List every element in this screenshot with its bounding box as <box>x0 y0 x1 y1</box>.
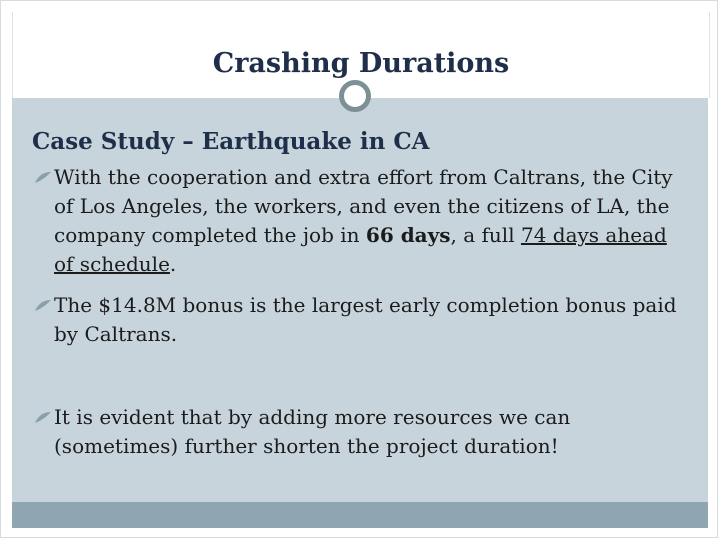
bullet-item <box>32 291 692 349</box>
bullet-text: With the cooperation and extra effort from Caltrans, the City of Los Angeles, the workers, and even the citizens of LA, the company completed the job in <box>54 165 673 247</box>
bullet-item <box>32 163 692 279</box>
bullet-text: . <box>169 252 177 276</box>
bullet-text: , a full <box>450 223 521 247</box>
slide-content <box>32 128 692 461</box>
ring-icon <box>339 80 371 112</box>
bullet-text: It is evident that by adding more resources we can (sometimes) further shorten the project duration! <box>54 405 571 458</box>
bottom-bar <box>12 502 708 528</box>
slide-title: Crashing Durations <box>212 48 510 79</box>
bullet-item <box>32 403 692 461</box>
bullet-emphasis: 66 days <box>365 223 451 247</box>
case-study-heading: Case Study – Earthquake in CA <box>32 128 430 155</box>
leaf-bullet-icon <box>34 299 52 313</box>
leaf-bullet-icon <box>34 411 52 425</box>
bullet-underline: 74 days ahead of schedule <box>54 223 667 276</box>
leaf-bullet-icon <box>34 171 52 185</box>
bullet-text: The $14.8M bonus is the largest early completion bonus paid by Caltrans. <box>54 293 677 346</box>
